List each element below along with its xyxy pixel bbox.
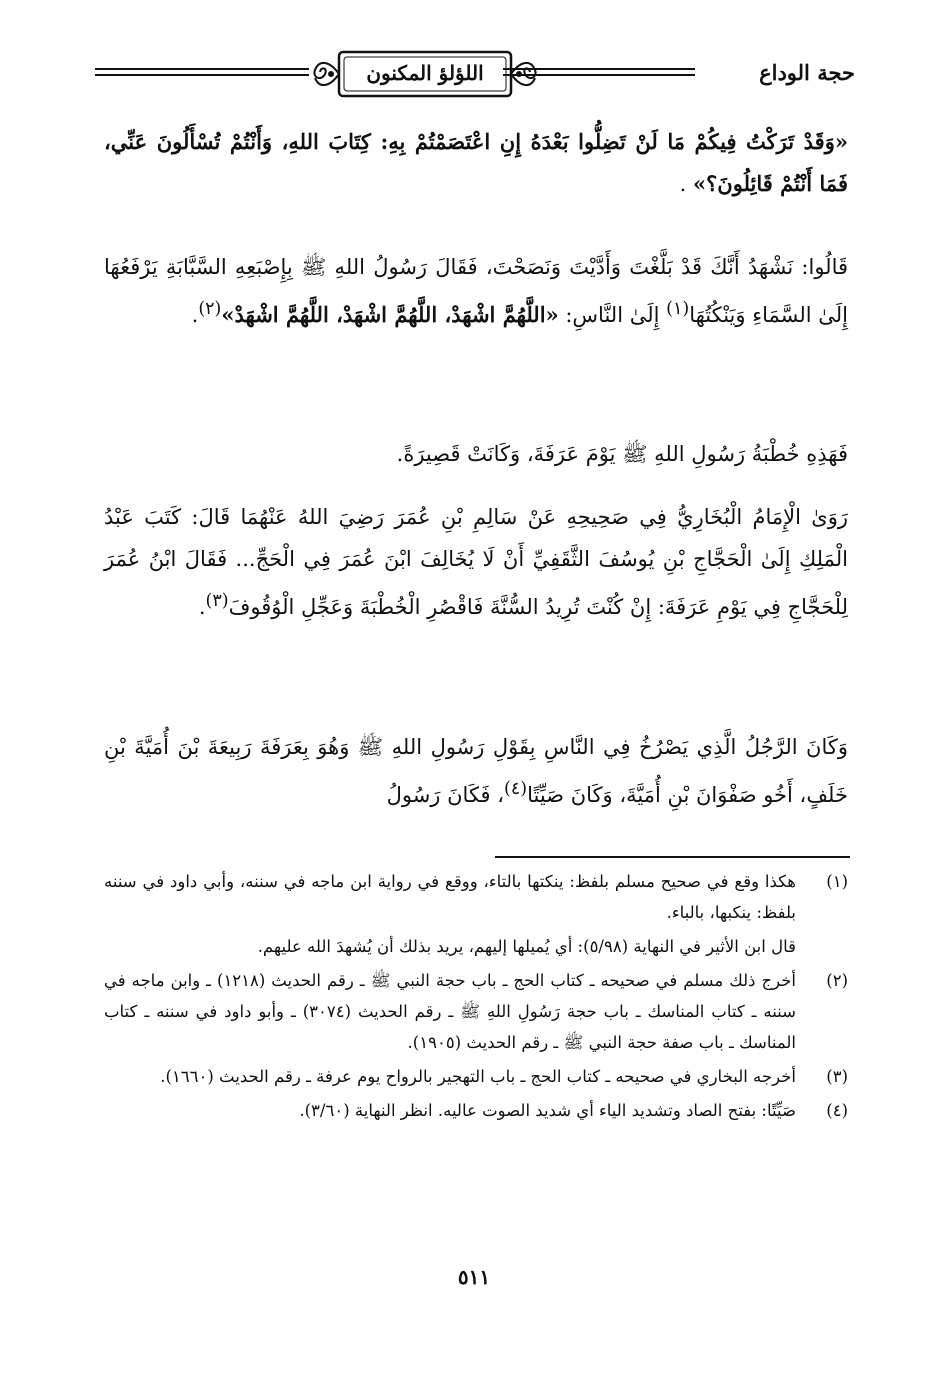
footnote-2 bbox=[104, 965, 848, 1058]
book-title-ornament bbox=[309, 46, 541, 102]
footnote-text: صَيِّتًا: بفتح الصاد وتشديد الياء أي شديد الصوت عاليه. انظر النهاية (٣/٦٠). bbox=[299, 1101, 796, 1120]
footnotes bbox=[104, 866, 848, 1129]
paragraph-5 bbox=[104, 726, 848, 816]
punctuation: . bbox=[198, 595, 206, 619]
paragraph-text: إِلَىٰ النَّاسِ: bbox=[558, 303, 667, 327]
footnote-ref[interactable]: (١) bbox=[666, 299, 690, 319]
paragraph-text: رَوَىٰ الْإِمَامُ الْبُخَارِيُّ فِي صَحِيحِهِ عَنْ سَالِمِ بْنِ عُمَرَ رَضِيَ اللهُ عَنْهُمَا قَالَ: كَتَبَ عَبْدُ الْمَلِكِ إِلَىٰ الْحَجَّاجِ بْنِ يُوسُفَ الثَّقَفِيِّ أَنْ لَا يُخَالِفَ ابْنَ عُمَرَ فِي الْحَجِّ... فَقَالَ ابْنُ عُمَرَ لِلْحَجَّاجِ فِي يَوْمِ عَرَفَةَ: إِنْ كُنْتَ تُرِيدُ السُّنَّةَ فَاقْصُرِ الْخُطْبَةَ وَعَجِّلِ الْوُقُوفَ bbox=[104, 505, 849, 619]
paragraph-4 bbox=[104, 496, 848, 628]
header-rule-left bbox=[95, 68, 309, 76]
punctuation: . bbox=[679, 172, 687, 196]
paragraph-text: قَالُوا: نَشْهَدُ أَنَّكَ قَدْ بَلَّغْتَ وَأَدَّيْتَ وَنَصَحْتَ، فَقَالَ رَسُولُ اللهِ ﷺ بِإِصْبَعِهِ السَّبَّابَةِ يَرْفَعُهَا إِلَىٰ السَّمَاءِ وَيَنْكُتُهَا bbox=[104, 255, 848, 327]
footnote-ref[interactable]: (٢) bbox=[198, 299, 222, 319]
paragraph-text: فَهَذِهِ خُطْبَةُ رَسُولِ اللهِ ﷺ يَوْمَ عَرَفَةَ، وَكَانَتْ قَصِيرَةً. bbox=[396, 442, 848, 466]
footnote-number: (٤) bbox=[826, 1101, 848, 1120]
footnote-1 bbox=[104, 866, 848, 928]
paragraph-text: وَكَانَ الرَّجُلُ الَّذِي يَصْرُخُ فِي النَّاسِ بِقَوْلِ رَسُولِ اللهِ ﷺ وَهُوَ بِعَرَفَةَ رَبِيعَةَ بْنَ أُمَيَّةَ بْنِ خَلَفٍ، أَخُو صَفْوَانَ بْنِ أُمَيَّةَ، وَكَانَ صَيِّتًا bbox=[104, 735, 848, 807]
footnote-text: أخرج ذلك مسلم في صحيحه ـ كتاب الحج ـ باب حجة النبي ﷺ ـ رقم الحديث (١٢١٨) ـ وابن ماجه في سننه ـ كتاب المناسك ـ باب حجة رَسُولِ اللهِ ﷺ ـ رقم الحديث (٣٠٧٤) ـ وأبو داود في سننه ـ كتاب المناسك ـ باب صفة حجة النبي ﷺ ـ رقم الحديث (١٩٠٥). bbox=[104, 971, 796, 1052]
paragraph-1 bbox=[104, 121, 848, 205]
paragraph-3 bbox=[104, 433, 848, 475]
book-title: اللؤلؤ المكنون bbox=[347, 58, 503, 88]
footnote-number: (٣) bbox=[826, 1067, 848, 1086]
footnote-text: هكذا وقع في صحيح مسلم بلفظ: ينكتها بالتاء، ووقع في رواية ابن ماجه في سننه، وأبي داود في سننه بلفظ: ينكبها، بالباء. bbox=[104, 872, 796, 922]
footnote-number: (٢) bbox=[826, 971, 848, 990]
page-header bbox=[95, 40, 855, 106]
running-title: حجة الوداع bbox=[759, 60, 855, 85]
footnote-ref[interactable]: (٤) bbox=[504, 779, 528, 799]
footnote-3 bbox=[104, 1061, 848, 1092]
hadith-quote: «وَقَدْ تَرَكْتُ فِيكُمْ مَا لَنْ تَضِلُّوا بَعْدَهُ إِنِ اعْتَصَمْتُمْ بِهِ: كِتَابَ اللهِ، وَأَنْتُمْ تُسْأَلُونَ عَنِّي، فَمَا أَنْتُمْ قَائِلُونَ؟» bbox=[104, 129, 848, 196]
punctuation: . bbox=[191, 303, 199, 327]
paragraph-text: ، فَكَانَ رَسُولُ bbox=[386, 783, 505, 807]
footnote-number: (١) bbox=[826, 872, 848, 891]
footnote-4 bbox=[104, 1095, 848, 1126]
hadith-quote: «اللَّهُمَّ اشْهَدْ، اللَّهُمَّ اشْهَدْ، اللَّهُمَّ اشْهَدْ» bbox=[221, 302, 559, 327]
footnote-text: أخرجه البخاري في صحيحه ـ كتاب الحج ـ باب التهجير بالرواح يوم عرفة ـ رقم الحديث (١٦٦٠). bbox=[160, 1067, 796, 1086]
footnote-separator bbox=[495, 856, 850, 858]
page-number: ٥١١ bbox=[457, 1265, 491, 1289]
paragraph-2 bbox=[104, 246, 848, 336]
footnote-1-continuation: قال ابن الأثير في النهاية (٥/٩٨): أي يُميلها إليهم، يريد بذلك أن يُشهدَ الله عليهم. bbox=[257, 937, 796, 956]
footnote-ref[interactable]: (٣) bbox=[205, 591, 229, 611]
